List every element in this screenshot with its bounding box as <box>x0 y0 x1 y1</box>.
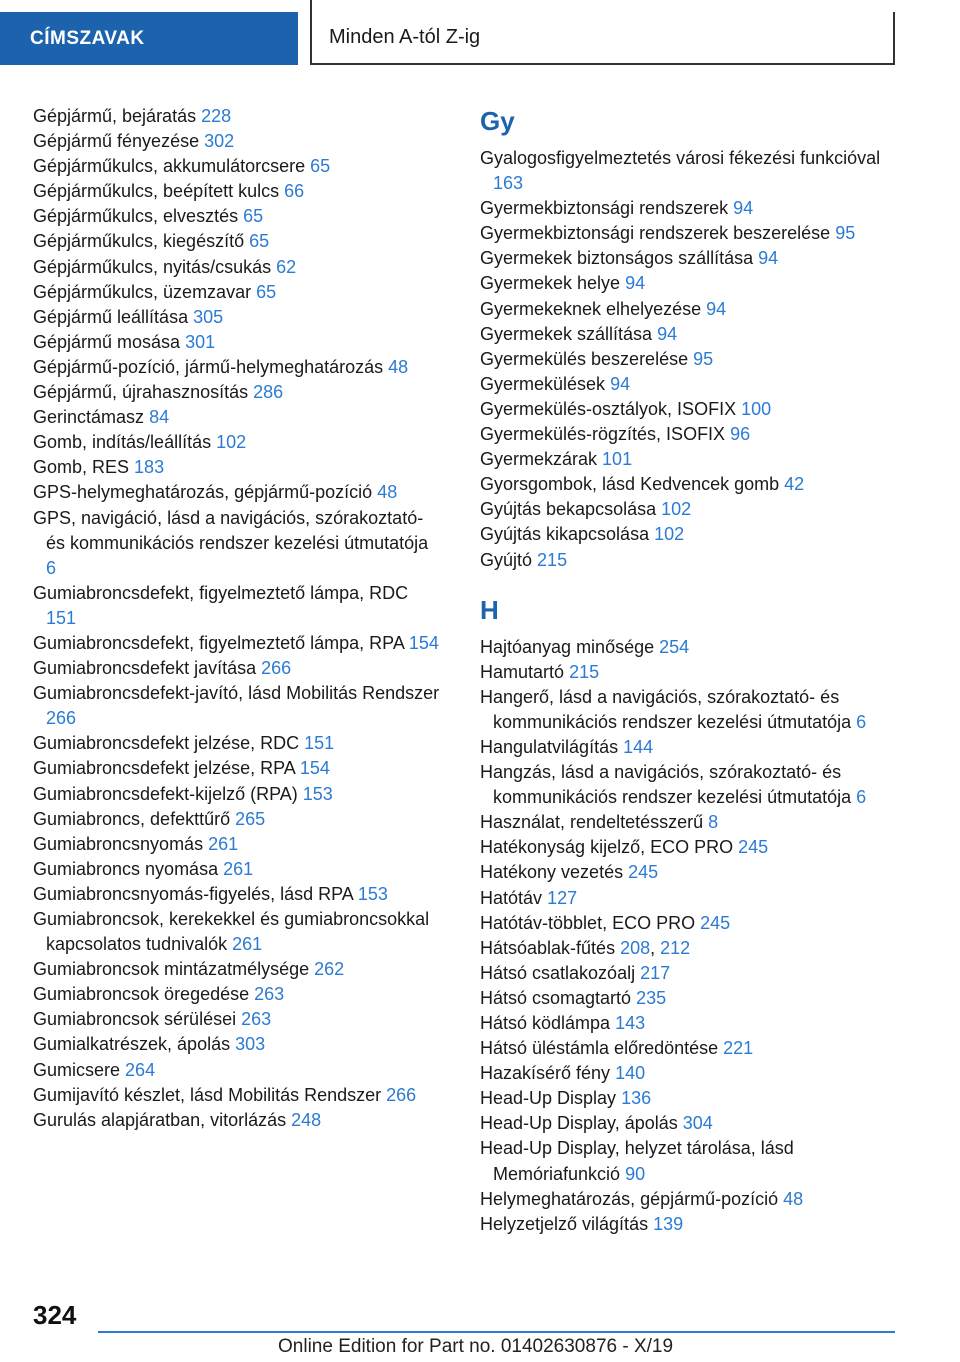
page-link[interactable]: 264 <box>125 1059 156 1080</box>
page-link[interactable]: 94 <box>610 373 631 394</box>
index-term: Gépjármű leállítása <box>33 306 189 327</box>
page-link[interactable]: 302 <box>204 131 235 152</box>
index-term: Gyermekülés-rögzítés, ISOFIX <box>480 424 726 445</box>
page-link[interactable]: 266 <box>261 658 292 679</box>
index-entry <box>480 735 905 760</box>
page-link[interactable]: 261 <box>232 934 263 955</box>
index-entry <box>33 907 443 957</box>
index-entry <box>480 1187 905 1212</box>
index-entry <box>33 305 443 330</box>
page-link[interactable]: 163 <box>493 173 524 194</box>
page-link[interactable]: 65 <box>310 156 331 177</box>
index-entry <box>480 548 905 573</box>
index-entry <box>480 685 905 735</box>
index-term: Gyermekbiztonsági rendszerek <box>480 198 729 219</box>
index-entry <box>480 497 905 522</box>
index-term: Hatékonyság kijelző, ECO PRO <box>480 837 734 858</box>
page-link[interactable]: 154 <box>408 632 439 653</box>
index-term: Hangulatvilágítás <box>480 736 619 757</box>
footer-divider <box>98 1331 895 1333</box>
page-link[interactable]: 286 <box>253 382 284 403</box>
page-link[interactable]: 263 <box>241 1009 272 1030</box>
page-link[interactable]: 217 <box>640 962 671 983</box>
page-link[interactable]: 94 <box>706 298 727 319</box>
page-link[interactable]: 304 <box>682 1113 713 1134</box>
index-entry <box>480 961 905 986</box>
page-link[interactable]: 95 <box>835 223 856 244</box>
index-term: Head-Up Display <box>480 1088 617 1109</box>
index-entry <box>33 782 443 807</box>
index-entry <box>33 229 443 254</box>
index-term: Használat, rendeltetésszerű <box>480 812 704 833</box>
page-link[interactable]: 84 <box>149 407 170 428</box>
index-term: Gumiabroncsdefekt javítása <box>33 658 257 679</box>
index-column-left <box>33 104 443 1133</box>
page-link[interactable]: 254 <box>659 636 690 657</box>
index-term: Gépjárműkulcs, nyitás/csukás <box>33 256 272 277</box>
page-link[interactable]: 221 <box>723 1038 754 1059</box>
index-term: Gyermekbiztonsági rendszerek beszerelése <box>480 223 831 244</box>
index-term: Helyzetjelző világítás <box>480 1213 649 1234</box>
index-entry <box>480 347 905 372</box>
index-entry <box>33 455 443 480</box>
page-link[interactable]: 48 <box>783 1188 804 1209</box>
section-title-text: Minden A-tól Z-ig <box>329 26 481 48</box>
index-entry <box>480 986 905 1011</box>
index-term: Gépjármű, újrahasznosítás <box>33 382 249 403</box>
page-link[interactable]: 65 <box>243 206 264 227</box>
index-term: Gyermekeknek elhelyezése <box>480 298 702 319</box>
page-link[interactable]: 228 <box>201 106 232 126</box>
page-link[interactable]: 261 <box>208 833 239 854</box>
index-entry <box>480 1086 905 1111</box>
index-term: Gumiabroncsdefekt jelzése, RPA <box>33 758 295 779</box>
index-entry <box>33 280 443 305</box>
index-entry <box>33 631 443 656</box>
index-term: Hátsó ködlámpa <box>480 1013 611 1033</box>
index-entry <box>480 810 905 835</box>
index-entry <box>33 1032 443 1057</box>
index-term: Gyermekek szállítása <box>480 323 653 344</box>
index-term: Hangzás, lásd a navigációs, szórakoztató- és kommunikációs rendszer kezelési útmutatója <box>480 762 852 808</box>
index-term: Hátsó üléstámla előredöntése <box>480 1038 719 1059</box>
page-link[interactable]: 6 <box>856 787 867 808</box>
index-term: Head-Up Display, helyzet tárolása, lásd Memóriafunkció <box>480 1138 794 1184</box>
page-link[interactable]: 261 <box>223 858 254 879</box>
index-entry <box>480 660 905 685</box>
index-term: Hamutartó <box>480 661 565 682</box>
page-link[interactable]: 266 <box>46 708 77 729</box>
index-term: Hatótáv-többlet, ECO PRO <box>480 912 696 933</box>
index-term: Hajtóanyag minősége <box>480 636 655 657</box>
index-entry <box>33 355 443 380</box>
index-term: Gépjármű mosása <box>33 331 181 352</box>
index-entry <box>480 397 905 422</box>
index-letter-heading: Gy <box>480 106 515 136</box>
page-link[interactable]: 65 <box>249 231 270 252</box>
footer-edition: Online Edition for Part no. 01402630876 - X/19 <box>278 1336 674 1357</box>
index-term: Gépjármű, bejáratás <box>33 106 197 126</box>
index-entry <box>480 196 905 221</box>
index-term: Gépjármű-pozíció, jármű-helymeghatározás <box>33 356 384 377</box>
index-entry <box>480 246 905 271</box>
page-link[interactable]: 208 <box>620 937 651 958</box>
index-entry <box>33 1058 443 1083</box>
index-entry <box>33 154 443 179</box>
index-term: Gyalogosfigyelmeztetés városi fékezési funkcióval <box>480 148 881 168</box>
index-entry <box>33 1007 443 1032</box>
index-entry <box>33 405 443 430</box>
page-link[interactable]: 248 <box>291 1109 322 1130</box>
index-entry <box>480 522 905 547</box>
page-link[interactable]: 136 <box>621 1088 652 1109</box>
index-term: Gumiabroncsdefekt-javító, lásd Mobilitás Rendszer <box>33 683 440 704</box>
index-entry <box>480 447 905 472</box>
index-entry: Hátsóablak-fűtés 208, 212 <box>480 937 691 958</box>
index-term: Gyújtás bekapcsolása <box>480 499 657 520</box>
index-term: Gumiabroncsdefekt, figyelmeztető lámpa, RPA <box>33 632 404 653</box>
index-entry <box>33 581 443 631</box>
page-link[interactable]: 102 <box>654 524 685 545</box>
index-entry <box>480 271 905 296</box>
page-link[interactable]: 42 <box>784 474 805 495</box>
page-link[interactable]: 144 <box>623 736 654 757</box>
index-entry <box>33 957 443 982</box>
index-term: Gumiabroncsdefekt, figyelmeztető lámpa, RDC <box>33 582 409 603</box>
index-term: Gumijavító készlet, lásd Mobilitás Rendszer <box>33 1084 382 1105</box>
index-term: Gépjárműkulcs, elvesztés <box>33 206 239 227</box>
index-term: Gurulás alapjáratban, vitorlázás <box>33 1109 287 1130</box>
page-link[interactable]: 262 <box>314 959 345 980</box>
page-link[interactable]: 154 <box>299 758 330 779</box>
index-entry <box>480 472 905 497</box>
index-term: GPS-helymeghatározás, gépjármű-pozíció <box>33 482 373 503</box>
page-link[interactable]: 265 <box>235 808 266 829</box>
index-term: Hatótáv <box>480 887 543 908</box>
page-link[interactable]: 301 <box>185 331 216 352</box>
page-link[interactable]: 66 <box>284 181 305 202</box>
page-link[interactable]: 266 <box>386 1084 417 1105</box>
page-link[interactable]: 102 <box>216 432 247 453</box>
index-entry <box>33 380 443 405</box>
page-link[interactable]: 65 <box>256 281 277 302</box>
index-term: Gumiabroncsok sérülései <box>33 1009 237 1030</box>
index-term: GPS, navigáció, lásd a navigációs, szórakoztató- és kommunikációs rendszer kezelési útmutatója <box>33 507 429 553</box>
page-link[interactable]: 94 <box>733 198 754 219</box>
index-column-right <box>480 104 905 1237</box>
index-term: Gépjármű fényezése <box>33 131 200 152</box>
page-number: 324 <box>33 1300 77 1330</box>
index-entry <box>33 982 443 1007</box>
page-link[interactable]: 48 <box>377 482 398 503</box>
index-entry <box>33 832 443 857</box>
page-link[interactable]: 101 <box>602 449 633 470</box>
index-term: Helymeghatározás, gépjármű-pozíció <box>480 1188 779 1209</box>
index-term: Gyorsgombok, lásd Kedvencek gomb <box>480 474 780 495</box>
index-entry <box>480 146 905 196</box>
index-term: Gomb, indítás/leállítás <box>33 432 212 453</box>
index-term: Hátsóablak-fűtés <box>480 937 616 958</box>
index-term: Gépjárműkulcs, akkumulátorcsere <box>33 156 306 177</box>
index-term: Gyújtás kikapcsolása <box>480 524 650 545</box>
index-entry <box>480 1011 905 1036</box>
page-link[interactable]: 263 <box>254 984 285 1005</box>
page-link[interactable]: 95 <box>693 348 714 369</box>
page-link[interactable]: 90 <box>625 1163 646 1184</box>
index-entry <box>33 681 443 731</box>
index-entry <box>480 1212 905 1237</box>
index-letter-heading: H <box>480 594 499 625</box>
index-term: Gyermekülés beszerelése <box>480 348 689 369</box>
page-link[interactable]: 143 <box>615 1013 646 1033</box>
tab-label: CÍMSZAVAK <box>30 27 145 49</box>
index-entry <box>480 835 905 860</box>
page-link[interactable]: 102 <box>661 499 692 520</box>
index-entry <box>480 760 905 810</box>
index-entry <box>480 911 905 936</box>
page-link[interactable]: 96 <box>730 424 751 445</box>
index-entry <box>480 372 905 397</box>
index-term: Gumiabroncsdefekt jelzése, RDC <box>33 733 300 754</box>
index-entry <box>480 1136 905 1186</box>
page-link[interactable]: 215 <box>537 549 568 570</box>
page-link[interactable]: 6 <box>856 711 867 732</box>
page-link[interactable]: 151 <box>304 733 335 754</box>
index-term: Gépjárműkulcs, üzemzavar <box>33 281 252 302</box>
index-term: Hátsó csatlakozóalj <box>480 962 636 983</box>
index-entry <box>480 322 905 347</box>
index-entry <box>33 179 443 204</box>
index-term: Head-Up Display, ápolás <box>480 1113 678 1134</box>
index-term: Gyermekülés-osztályok, ISOFIX <box>480 398 737 419</box>
index-term: Gyermekek helye <box>480 273 621 294</box>
index-term: Gomb, RES <box>33 457 130 478</box>
index-entry <box>480 886 905 911</box>
section-title <box>311 12 895 65</box>
index-term: Gerinctámasz <box>33 407 145 428</box>
page-link[interactable]: 8 <box>708 812 719 833</box>
index-term: Hátsó csomagtartó <box>480 987 632 1008</box>
page-link[interactable]: 151 <box>46 607 77 628</box>
index-term: Gumiabroncsnyomás-figyelés, lásd RPA <box>33 883 353 904</box>
page-link[interactable]: 153 <box>302 783 333 804</box>
page-link[interactable]: 139 <box>653 1213 684 1234</box>
index-entry <box>480 1061 905 1086</box>
page-link[interactable]: 94 <box>657 323 678 344</box>
index-entry <box>480 1111 905 1136</box>
page-link[interactable]: 62 <box>276 256 297 277</box>
tab-cimszavak[interactable] <box>0 12 298 65</box>
index-term: Hazakísérő fény <box>480 1063 611 1084</box>
index-entry <box>33 857 443 882</box>
index-term: Gépjárműkulcs, beépített kulcs <box>33 181 280 202</box>
page-link[interactable]: 140 <box>615 1063 646 1084</box>
index-entry <box>33 129 443 154</box>
index-term: Gyújtó <box>480 549 533 570</box>
index-entry <box>33 1083 443 1108</box>
index-entry <box>33 104 443 129</box>
page-link[interactable]: 100 <box>741 398 772 419</box>
page-link[interactable]: 183 <box>134 457 165 478</box>
index-entry <box>33 756 443 781</box>
page-link[interactable]: 303 <box>235 1034 266 1055</box>
page-link[interactable]: 245 <box>738 837 769 858</box>
index-entry <box>33 882 443 907</box>
index-term: Gumiabroncsok mintázatmélysége <box>33 959 310 980</box>
page-link[interactable]: 215 <box>569 661 600 682</box>
index-entry <box>480 1036 905 1061</box>
index-term: Gumiabroncsok öregedése <box>33 984 250 1005</box>
page-link[interactable]: 6 <box>46 557 57 578</box>
index-term: Gumiabroncsdefekt-kijelző (RPA) <box>33 783 298 804</box>
page-link[interactable]: 127 <box>547 887 578 908</box>
index-term: Gyermekzárak <box>480 449 598 470</box>
index-entry <box>33 656 443 681</box>
index-entry <box>33 731 443 756</box>
index-entry <box>480 635 905 660</box>
page-link[interactable]: 153 <box>357 883 388 904</box>
index-entry <box>480 422 905 447</box>
index-term: Hatékony vezetés <box>480 862 624 883</box>
index-entry <box>480 297 905 322</box>
index-term: Gépjárműkulcs, kiegészítő <box>33 231 245 252</box>
index-entry <box>480 860 905 885</box>
index-term: Gyermekek biztonságos szállítása <box>480 248 754 269</box>
index-entry <box>33 807 443 832</box>
page-link[interactable]: 48 <box>388 356 409 377</box>
page-link[interactable]: 212 <box>660 937 691 958</box>
index-entry <box>33 506 443 581</box>
index-entry <box>33 430 443 455</box>
index-entry <box>33 330 443 355</box>
section-gap <box>480 573 905 593</box>
index-term: Gumiabroncsnyomás <box>33 833 204 854</box>
page-link[interactable]: 94 <box>625 273 646 294</box>
index-term: Gumiabroncs nyomása <box>33 858 219 879</box>
page-link[interactable]: 245 <box>628 862 659 883</box>
index-entry <box>480 221 905 246</box>
index-term: Gumiabroncsok, kerekekkel és gumiabroncsokkal kapcsolatos tudnivalók <box>33 909 430 955</box>
page-link[interactable]: 235 <box>636 987 667 1008</box>
index-term: Gumialkatrészek, ápolás <box>33 1034 231 1055</box>
page-link[interactable]: 245 <box>700 912 731 933</box>
index-term: Gyermekülések <box>480 373 606 394</box>
index-term: Gumiabroncs, defekttűrő <box>33 808 231 829</box>
index-entry <box>33 480 443 505</box>
index-entry <box>33 204 443 229</box>
index-entry <box>33 1108 443 1133</box>
index-entry <box>33 255 443 280</box>
page-link[interactable]: 94 <box>758 248 779 269</box>
index-term: Gumicsere <box>33 1059 121 1080</box>
page-link[interactable]: 305 <box>193 306 224 327</box>
index-term: Hangerő, lásd a navigációs, szórakoztató- és kommunikációs rendszer kezelési útmutatója <box>480 686 852 732</box>
